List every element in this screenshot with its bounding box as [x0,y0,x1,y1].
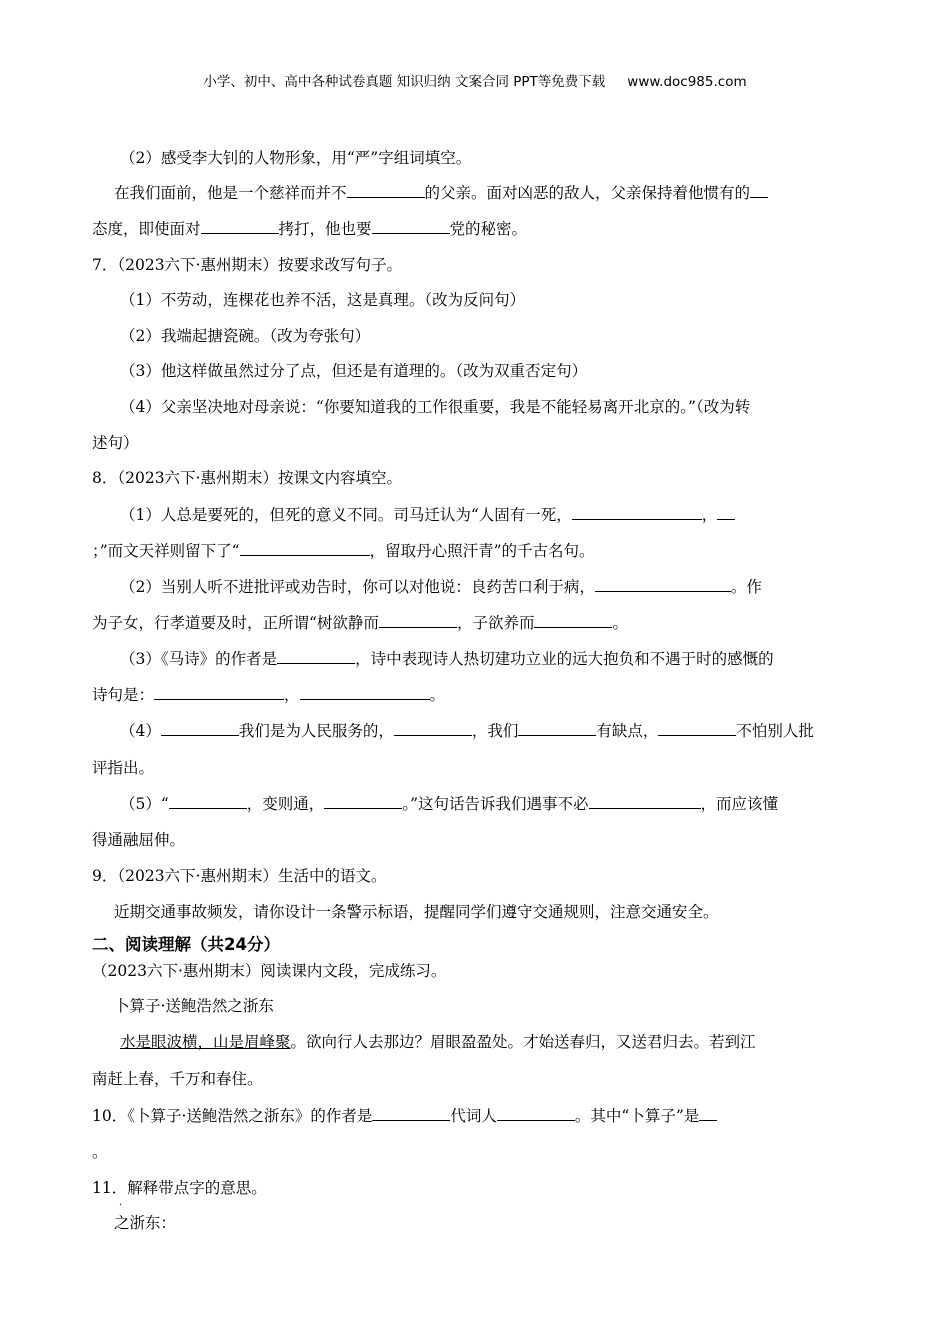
answer-blank[interactable] [372,1106,450,1121]
answer-blank[interactable] [240,541,370,556]
q8-item-2-cont: 为子女，行孝道要及时，正所谓“树欲静而 ，子欲养而 。 [92,614,628,632]
q8-item-1-cont: ；”而文天祥则留下了“ ，留取丹心照汗青”的千古名句。 [92,542,595,560]
underlined-phrase: 水是眼波横，山是眉峰聚 [120,1033,291,1051]
answer-blank[interactable] [497,1106,575,1121]
q6-line2: 态度，即使面对 拷打，他也要 党的秘密。 [92,220,528,238]
answer-blank[interactable] [699,1106,717,1121]
answer-blank[interactable] [518,721,596,736]
answer-blank[interactable] [394,721,472,736]
answer-blank[interactable] [589,794,701,809]
q8-heading: 8．（2023六下·惠州期末）按课文内容填空。 [92,469,402,487]
answer-blank[interactable] [372,219,450,234]
q8-item-3: （3）《马诗》的作者是 ，诗中表现诗人热切建功立业的远大抱负和不遇于时的感慨的 [120,650,774,668]
q8-item-5-cont: 得通融屈伸。 [92,831,186,849]
q9-body: 近期交通事故频发，请你设计一条警示标语，提醒同学们遵守交通规则，注意交通安全。 [114,903,719,921]
answer-blank[interactable] [750,183,768,198]
answer-blank[interactable] [300,685,430,700]
q8-item-2: （2）当别人听不进批评或劝告时，你可以对他说：良药苦口利于病， 。作 [120,578,762,596]
q9-heading: 9．（2023六下·惠州期末）生活中的语文。 [92,867,387,885]
q8-item-1: （1）人总是要死的，但死的意义不同。司马迁认为“人固有一死， ， [120,505,890,525]
q11-item: 之浙东： [114,1214,177,1232]
q8-item-4: （4） 我们是为人民服务的， ，我们 有缺点， 不怕别人批 [120,722,814,740]
header-text: 小学、初中、高中各种试卷真题 知识归纳 文案合同 PPT等免费下载 [203,74,606,90]
emphasis-dot: · [119,1200,123,1211]
answer-blank[interactable] [324,794,402,809]
q7-item-4: （4）父亲坚决地对母亲说：“你要知道我的工作很重要，我是不能轻易离开北京的。”（改为转 [120,398,751,416]
q10-cont: 。 [92,1143,108,1161]
q8-item-5: （5）“ ，变则通， 。”这句话告诉我们遇事不必 ，而应该懂 [120,795,779,813]
reading-intro: （2023六下·惠州期末）阅读课内文段，完成练习。 [92,962,447,980]
q8-item-3-cont: 诗句是： ， 。 [92,686,446,704]
poem-title: 卜算子·送鲍浩然之浙东 [114,997,274,1015]
answer-blank[interactable] [572,505,702,520]
poem-line-2: 南赶上春，千万和春住。 [92,1070,263,1088]
answer-blank[interactable] [161,721,239,736]
page-header [0,70,950,90]
q10: 10．《卜算子·送鲍浩然之浙东》的作者是 代词人 。其中“卜算子”是 [92,1106,862,1126]
answer-blank[interactable] [277,649,355,664]
answer-blank[interactable] [154,685,284,700]
q6-sub2: （2）感受李大钊的人物形象，用“严”字组词填空。 [120,149,472,167]
q6-line1: 在我们面前，他是一个慈祥而并不 的父亲。面对凶恶的敌人，父亲保持着他惯有的 [114,183,884,203]
answer-blank[interactable] [201,219,279,234]
q7-item-2: （2）我端起搪瓷碗。（改为夸张句） [120,327,371,345]
q8-item-4-cont: 评指出。 [92,759,155,777]
answer-blank[interactable] [595,577,731,592]
header-url[interactable]: www.doc985.com [627,74,747,90]
q7-heading: 7．（2023六下·惠州期末）按要求改写句子。 [92,256,402,274]
answer-blank[interactable] [534,613,612,628]
answer-blank[interactable] [347,183,425,198]
q11-heading: 11．解释带点字的意思。 [92,1179,267,1197]
poem-line-1: 水是眼波横，山是眉峰聚。欲向行人去那边？眉眼盈盈处。才始送春归，又送君归去。若到江 [120,1033,756,1051]
section-title: 二、阅读理解（共24分） [92,935,280,954]
q7-item-1: （1）不劳动，连棵花也养不活，这是真理。（改为反问句） [120,291,526,309]
answer-blank[interactable] [379,613,457,628]
answer-blank[interactable] [658,721,736,736]
answer-blank[interactable] [717,505,735,520]
q7-item-4-cont: 述句） [92,434,139,452]
answer-blank[interactable] [169,794,247,809]
q7-item-3: （3）他这样做虽然过分了点，但还是有道理的。（改为双重否定句） [120,362,588,380]
